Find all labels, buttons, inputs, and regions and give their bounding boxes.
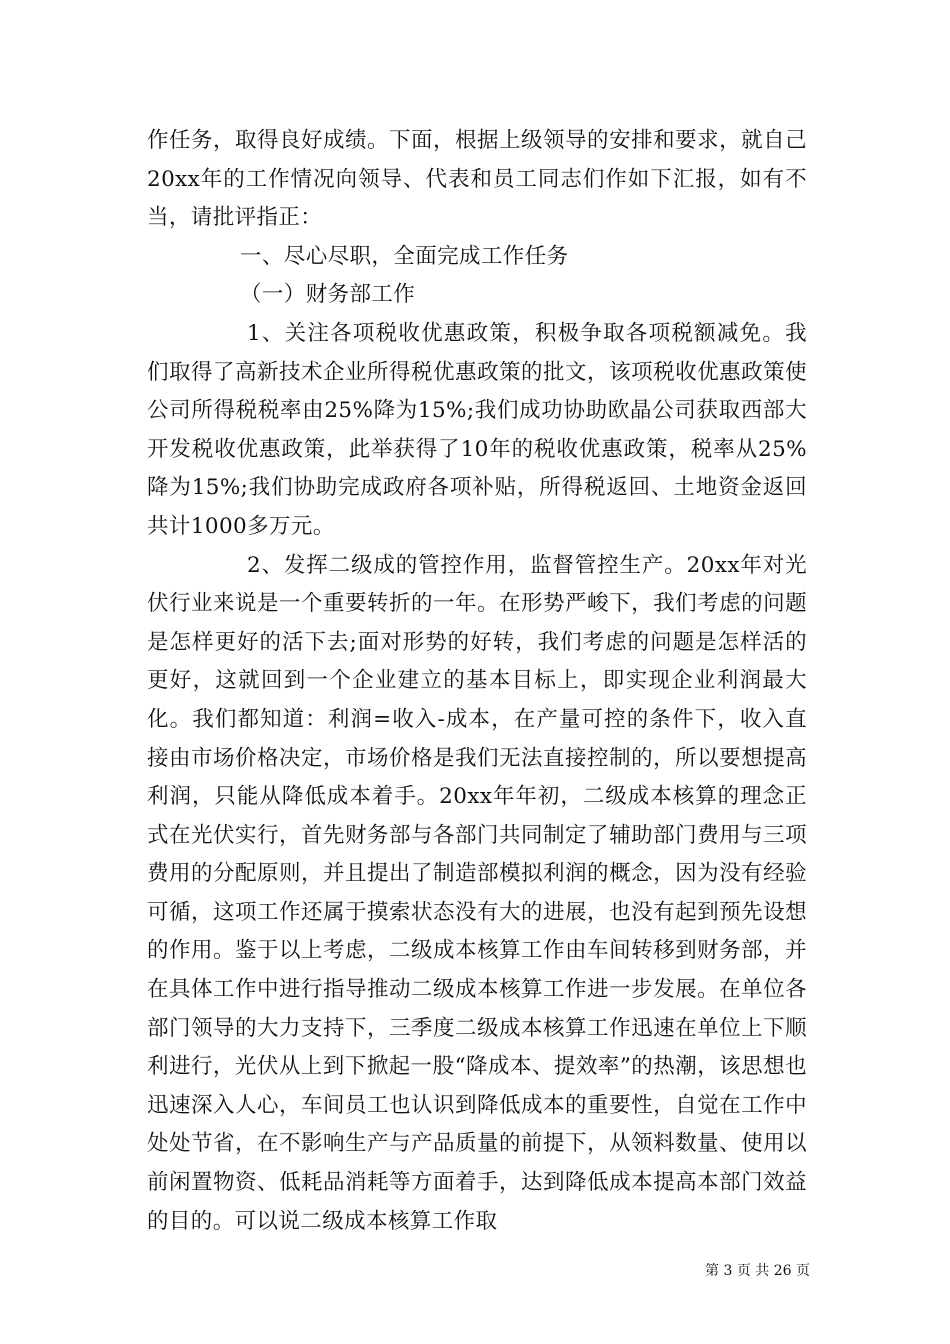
page-number: 第 3 页 共 26 页	[705, 1263, 810, 1279]
document-body	[147, 122, 807, 1241]
paragraph-intro: 作任务，取得良好成绩。下面，根据上级领导的安排和要求，就自己20xx年的工作情况向领导、代表和员工同志们作如下汇报，如有不当，请批评指正：	[147, 128, 807, 231]
paragraph-cost-control: 2、发挥二级成的管控作用，监督管控生产。20xx年对光伏行业来说是一个重要转折的一年。在形势严峻下，我们考虑的问题是怎样更好的活下去;面对形势的好转，我们考虑的问题是怎样活的更好，这就回到一个企业建立的基本目标上，即实现企业利润最大化。我们都知道：利润=收入-成本，在产量可控的条件下，收入直接由市场价格决定，市场价格是我们无法直接控制的，所以要想提高利润，只能从降低成本着手。20xx年年初，二级成本核算的理念正式在光伏实行，首先财务部与各部门共同制定了辅助部门费用与三项费用的分配原则，并且提出了制造部模拟利润的概念，因为没有经验可循，这项工作还属于摸索状态没有大的进展，也没有起到预先设想的作用。鉴于以上考虑，二级成本核算工作由车间转移到财务部，并在具体工作中进行指导推动二级成本核算工作进一步发展。在单位各部门领导的大力支持下，三季度二级成本核算工作迅速在单位上下顺利进行，光伏从上到下掀起一股“降成本、提效率”的热潮，该思想也迅速深入人心，车间员工也认识到降低成本的重要性，自觉在工作中处处节省，在不影响生产与产品质量的前提下，从领料数量、使用以前闲置物资、低耗品消耗等方面着手，达到降低成本提高本部门效益的目的。可以说二级成本核算工作取	[147, 552, 807, 1234]
paragraph-tax-policy: 1、关注各项税收优惠政策，积极争取各项税额减免。我们取得了高新技术企业所得税优惠政策的批文，该项税收优惠政策使公司所得税税率由25%降为15%;我们成功协助欧晶公司获取西部大开发税收优惠政策，此举获得了10年的税收优惠政策，税率从25%降为15%;我们协助完成政府各项补贴，所得税返回、土地资金返回共计1000多万元。	[147, 320, 807, 539]
section-heading: 一、尽心尽职，全面完成工作任务	[240, 243, 569, 269]
subsection-heading: （一）财务部工作	[240, 282, 416, 308]
